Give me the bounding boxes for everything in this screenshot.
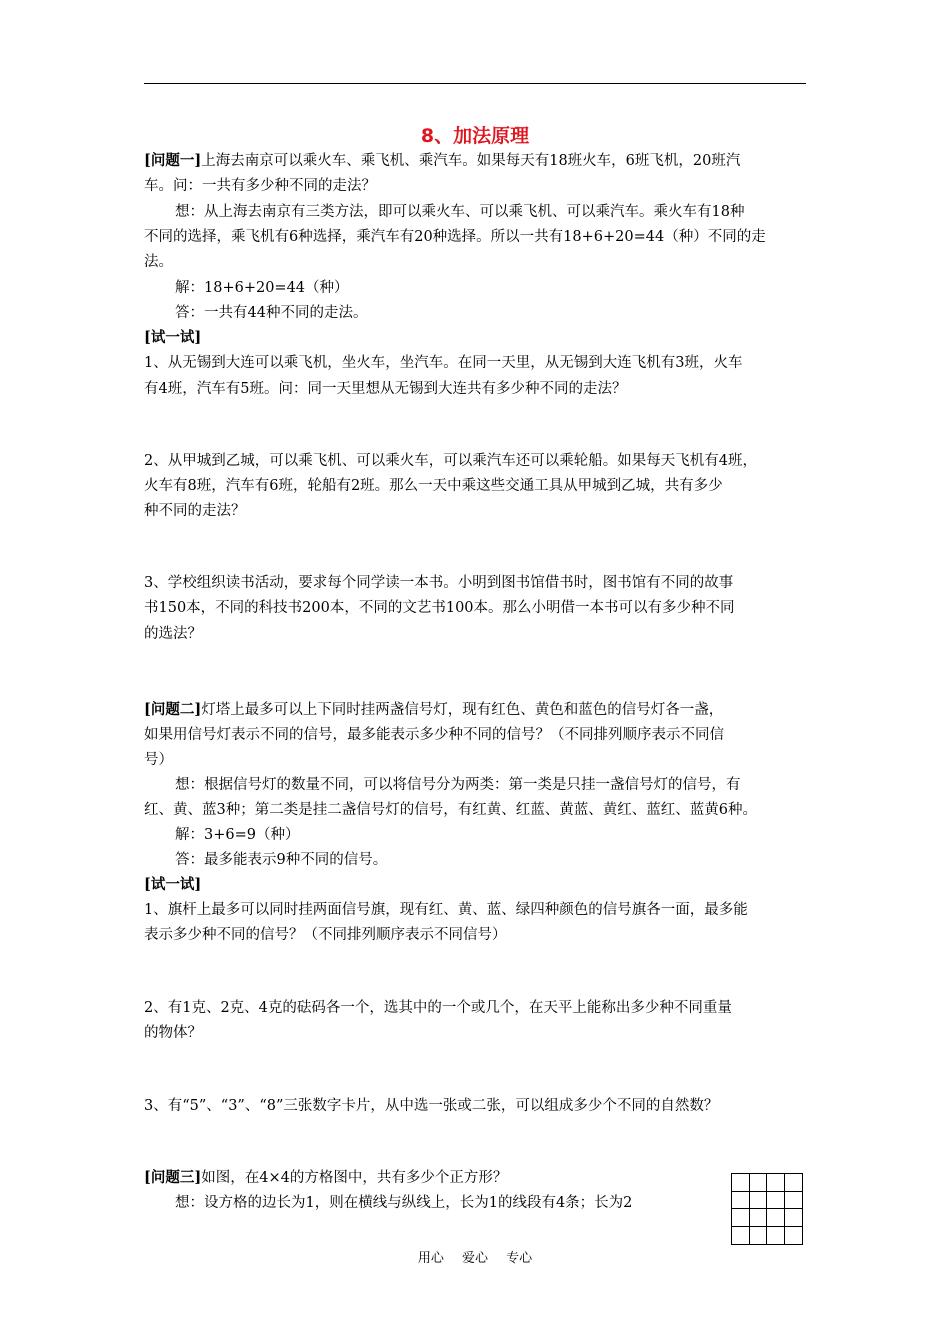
q1-text-1: 上海去南京可以乘火车、乘飞机、乘汽车。如果每天有18班火车，6班飞机，20班汽 xyxy=(201,153,741,169)
q3-line-1 xyxy=(144,1168,507,1188)
q2-line-3: 号） xyxy=(144,752,173,768)
try1-p2-line-2: 火车有8班，汽车有6班，轮船有2班。那么一天中乘这些交通工具从甲城到乙城，共有多少 xyxy=(144,478,723,494)
q1-think-1: 想：从上海去南京有三类方法，即可以乘火车、可以乘飞机、可以乘汽车。乘火车有18种 xyxy=(175,204,745,220)
try1-p3-line-1: 3、学校组织读书活动，要求每个同学读一本书。小明到图书馆借书时，图书馆有不同的故事 xyxy=(144,575,734,591)
q3-tag: [问题三] xyxy=(144,1169,202,1186)
page-footer: 用心 爱心 专心 xyxy=(417,1251,533,1266)
q1-solution: 解：18+6+20=44（种） xyxy=(175,280,349,296)
q2-tag: [问题二] xyxy=(144,701,202,718)
q2-line-1 xyxy=(144,700,723,720)
q2-text-1: 灯塔上最多可以上下同时挂两盏信号灯，现有红色、黄色和蓝色的信号灯各一盏， xyxy=(201,702,724,718)
q3-text-1: 如图，在4×4的方格图中，共有多少个正方形？ xyxy=(201,1170,508,1186)
try1-p3-line-2: 书150本，不同的科技书200本，不同的文艺书100本。那么小明借一本书可以有多少种不同 xyxy=(144,600,735,616)
q2-answer: 答：最多能表示9种不同的信号。 xyxy=(175,852,388,868)
try1-p1-line-2: 有4班，汽车有5班。问：同一天里想从无锡到大连共有多少种不同的走法？ xyxy=(144,381,627,397)
q1-think-2: 不同的选择，乘飞机有6种选择，乘汽车有20种选择。所以一共有18+6+20=44（种）不同的走 xyxy=(144,229,766,245)
try2-p2-line-1: 2、有1克、2克、4克的砝码各一个，选其中的一个或几个，在天平上能称出多少种不同重量 xyxy=(144,1000,732,1016)
q1-line-2: 车。问：一共有多少种不同的走法？ xyxy=(144,178,376,194)
try1-p2-line-1: 2、从甲城到乙城，可以乘飞机、可以乘火车，可以乘汽车还可以乘轮船。如果每天飞机有4班， xyxy=(144,453,757,469)
try2-heading: [试一试] xyxy=(144,876,202,893)
page-title: 8、加法原理 xyxy=(420,125,530,147)
header-rule xyxy=(144,83,806,84)
q1-tag: [问题一] xyxy=(144,152,202,169)
q3-think-1: 想：设方格的边长为1，则在横线与纵线上，长为1的线段有4条；长为2 xyxy=(175,1195,633,1211)
q1-answer: 答：一共有44种不同的走法。 xyxy=(175,305,368,321)
q2-solution: 解：3+6=9（种） xyxy=(175,827,300,843)
q2-think-1: 想：根据信号灯的数量不同，可以将信号分为两类：第一类是只挂一盏信号灯的信号，有 xyxy=(175,777,741,793)
four-by-four-grid-figure xyxy=(731,1173,803,1245)
q1-think-3: 法。 xyxy=(144,254,173,270)
try1-p1-line-1: 1、从无锡到大连可以乘飞机，坐火车，坐汽车。在同一天里，从无锡到大连飞机有3班，火车 xyxy=(144,355,743,371)
q2-line-2: 如果用信号灯表示不同的信号，最多能表示多少种不同的信号？（不同排列顺序表示不同信 xyxy=(144,727,724,743)
try2-p1-line-1: 1、旗杆上最多可以同时挂两面信号旗，现有红、黄、蓝、绿四种颜色的信号旗各一面，最多能 xyxy=(144,902,748,918)
try1-heading: [试一试] xyxy=(144,329,202,346)
try2-p3-line-1: 3、有“5”、“3”、“8”三张数字卡片，从中选一张或二张，可以组成多少个不同的自然数？ xyxy=(144,1098,719,1114)
try2-p1-line-2: 表示多少种不同的信号？（不同排列顺序表示不同信号） xyxy=(144,927,507,943)
try2-p2-line-2: 的物体？ xyxy=(144,1025,202,1041)
try1-p2-line-3: 种不同的走法？ xyxy=(144,503,246,519)
try1-p3-line-3: 的选法？ xyxy=(144,626,202,642)
q2-think-2: 红、黄、蓝3种；第二类是挂二盏信号灯的信号，有红黄、红蓝、黄蓝、黄红、蓝红、蓝黄6种。 xyxy=(144,802,757,818)
q1-line-1 xyxy=(144,151,740,171)
